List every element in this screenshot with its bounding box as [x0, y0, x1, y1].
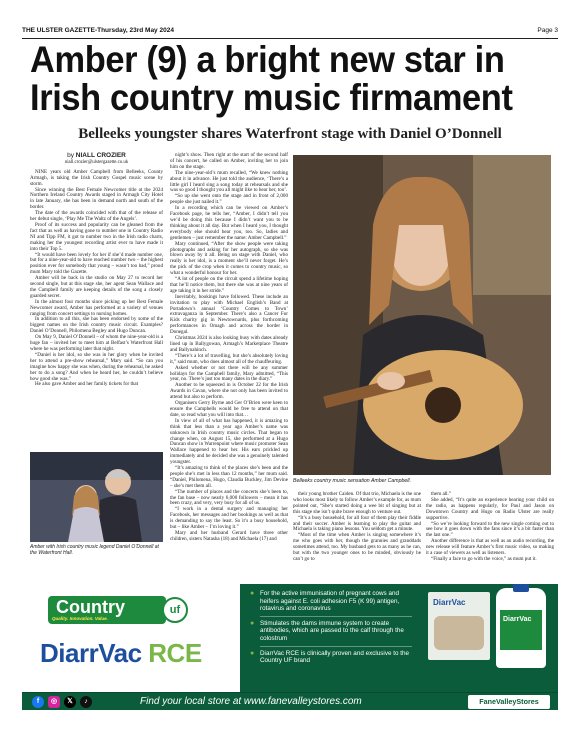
article-paragraph: In addition to all this, she has been endorsed by some of the biggest names on the Irish country music circuit. Examples? Daniel O’Donnell, Philomena Begley and Hugo Duncan. [30, 316, 163, 335]
article-paragraph: “Daniel is her idol, so she was in her glory when he invited her to attend a pre-show rehearsal,” Mary said. “So can you imagine how happy she was when, during the rehearsal, he asked her to do a song? And when he heard her, he couldn’t believe how good she was.” [30, 351, 163, 382]
article-paragraph: Another to be squeezed in is October 22 for the Irish Awards in Cavan, where she not only has been invited to attend but also to perform. [170, 382, 288, 401]
article-paragraph: Christmas 2024 is also looking busy with dates already lined up in Ballygowan, Armagh’s Marketplace Theatre and Ballynahinch. [170, 335, 288, 353]
article-paragraph: “It’s a busy household, for all four of them play their fiddle and their soccer. Amber is learning to play the guitar and Michaela is taking piano lessons. You seldom get a minute. [293, 514, 421, 533]
product-images [422, 588, 556, 690]
article-paragraph: them all.” [431, 491, 452, 497]
advert-logo-panel [22, 584, 240, 692]
tiktok-icon[interactable]: ♪ [80, 696, 92, 708]
article-paragraph: The date of the awards coincided with that of the release of her debut single, ‘Play Me The Waltz of the Angels’. [30, 210, 163, 223]
author-name: NIALL CROZIER [75, 152, 126, 159]
amber-with-daniel-photo [30, 452, 163, 542]
article-paragraph: Another difference is that as well as an audio recording, the new release will feature Amber’s first music video, so making it a case of viewers as well as listeners. [426, 538, 554, 557]
advert-footer-bar [22, 692, 558, 710]
article-column-3 [293, 492, 421, 563]
column-1-body [30, 170, 163, 389]
byline: by NIALL CROZIER [67, 152, 126, 159]
bullet-divider [260, 646, 412, 647]
column-2-body [170, 153, 288, 543]
amber-guitar-photo [293, 155, 551, 475]
article-paragraph: “The number of places and the concerts she’s been to, the fan base – now nearly 6,000 followers – mean it has been crazy, and very, very busy for all of us. [170, 488, 288, 507]
advert-bullets [240, 584, 420, 692]
article-paragraph: “A lot of people on the circuit spend a lifetime hoping that he’ll notice them, but there she was at nine years of age taking it in her stride.” [170, 276, 288, 294]
article-paragraph: “Most of the time when Amber is singing somewhere it’s me who goes with her, though the grannies and granddads sometimes attend, too. My husband gets to as many as he can, but with the two younger ones to be minded, obviously he can’t go to [293, 532, 421, 562]
vaccine-pack: DiarrVac [428, 592, 490, 660]
article-column-1 [30, 153, 163, 388]
article-paragraph: She added, “It’s quite an experience hearing your child on the radio, as happens regularly, for Paul and Jason on Downtown Country and Hugo on Radio Ulster are really supportive. [426, 496, 554, 521]
masthead [22, 27, 558, 37]
article-column-2 [170, 153, 288, 543]
paper-date: THE ULSTER GAZETTE-Thursday, 23rd May 2024 [22, 27, 174, 34]
article-paragraph: “It’s amazing to think of the places she’s been and the people she’s met in less than 12 months,” her mum said. “Daniel, Philomena, Hugo, Claudia Buckley, Jim Devine – she’s met them all. [170, 465, 288, 489]
article-paragraph: their young brother Caiden. Of that trio, Michaela is the one who looks most likely to follow Amber’s example for, as mum pointed out, “She’s started doing a wee bit of singing but at this stage she isn’t quite brave enough to venture out. [293, 491, 421, 515]
main-photo-caption: Belleeks country music sensation Amber Campbell. [293, 478, 412, 484]
article-paragraph: “There’s a lot of travelling, but she’s absolutely loving it,” said mum, who does almost all of the chauffeuring. [170, 352, 288, 365]
article-paragraph: The nine-year-old’s mum recalled, “We knew nothing about it in advance. He just told the audience, ‘There’s a little girl I heard sing a song today at rehearsals and she was so good I thought you all might like to hear her, too’. [170, 169, 288, 194]
article-paragraph: In view of all of what has happened, it is amazing to think that less than a year ago Amber’s name was unknown in Irish country music circles. That began to change when, on August 15, she performed at a Hugo Duncan show in Warrenpoint where music promoter Sean Wallace happened to hear her. His ears prickled up immediately and he decided she was a genuinely talented youngster. [170, 417, 288, 466]
instagram-icon[interactable]: ◎ [48, 696, 60, 708]
fane-valley-stores-logo: FaneValleyStores [468, 695, 550, 709]
small-photo-caption: Amber with Irish country music legend Daniel O’Donnell at the Waterfront Hall. [30, 544, 159, 556]
cow-image [434, 616, 484, 650]
article-paragraph: Organisers Gerry Byrne and Ger O’Brien were keen to ensure the Campbells would be free to attend on that date, so read what you will into that… [170, 400, 288, 418]
article-paragraph: In the almost four months since picking up her Best Female Newcomer award, Amber has performed at a variety of venues ranging from concert settings to nursing homes. [30, 298, 163, 317]
brand-tagline: Quality. Innovation. Value. [52, 616, 108, 621]
article-paragraph: In a recording which can be viewed on Amber’s Facebook page, he tells her, “Amber, I didn’t tell you we’d be doing this because I didn’t want you to be thinking about it all day. But when I heard you, I thought everybody else should hear you, too. So, ladies and gentlemen – just remember the name: Amber Campbell.” [170, 205, 288, 241]
advert-bullet: ● DiarrVac RCE is clinically proven and exclusive to the Country UF brand [250, 649, 409, 665]
author-email[interactable]: niall.crozier@ulstergazette.co.uk [64, 159, 129, 165]
diarrvac-advert[interactable] [22, 584, 558, 710]
bullet-dot-icon: ● [250, 649, 255, 657]
bottle-cap [513, 584, 529, 592]
store-locator-text[interactable]: Find your local store at www.fanevalleystores.com [140, 696, 362, 707]
article-column-4 [426, 492, 554, 563]
article-paragraph: Proof of its success and popularity can be gleaned from the fact that as well as having gone to number one in Country Radio NI and Tipp FM, it got to number two in the Irish radio charts, making her the youngest recording artist ever to have made it into their Top 5. [30, 221, 163, 252]
article-paragraph: NINE years old Amber Campbell from Belleeks, County Armagh, is taking the Irish Country Gospel music scene by storm. [30, 168, 163, 187]
article-paragraph: Since winning the Best Female Newcomer title at the 2024 Northern Ireland Country Awards staged in Armagh City Hotel in late January, she has been in demand north and south of the border. [30, 186, 163, 211]
x-icon[interactable]: 𝕏 [64, 696, 76, 708]
article-paragraph: On May 9, Daniel O’Donnell – of whom the nine-year-old is a huge fan – invited her to meet him at Belfast’s Waterfront Hall where he was performing later that night. [30, 334, 163, 352]
article-paragraph: “Finally a face to go with the voice,” as mum put it. [431, 555, 537, 562]
amber-daniel-illustration [30, 452, 163, 542]
page-number: Page 3 [537, 27, 558, 34]
diarrvac-logo: DiarrVac RCE [40, 638, 202, 668]
article-paragraph: Amber will be back in the studio on May 27 to record her second single, but at this stage she, her agent Sean Wallace and the Campbell family are keeping details of the song a closely guarded secret. [30, 275, 163, 299]
article-paragraph: night’s show. Then right at the start of the second half of his concert, he called on Amber, inviting her to join him on the stage. [170, 152, 288, 170]
article-paragraph: Inevitably, bookings have followed. These include an invitation to play with Michael English’s Band at Portadown’s annual ‘Country Comes to Town’ extravaganza in September. There’s also a Cancer For Kids charity gig in Newtownards, plus forthcoming performances in Omagh and across the border in Donegal. [170, 293, 288, 336]
article-paragraph: Mary and her husband Gerard have three other children, sisters Natasha (18) and Michaela (17) and [170, 530, 288, 542]
uf-badge: uf [162, 597, 188, 623]
article-paragraph: “So up she went onto the stage and in front of 2,000 people she just nailed it.” [170, 193, 288, 206]
bullet-dot-icon: ● [250, 590, 255, 597]
article-paragraph: Mary continued, “After the show people were taking photographs and asking for her autograph, so she was blown away by it all. Being on stage with Daniel, who really is her idol, is a moment she’ll never forget. He’s the pick of the crop when it comes to country music, so what a wonderful honour for her. [170, 240, 288, 277]
advert-bullet: ● Stimulates the dams immune system to create antibodies, which are passed to the calf through the colostrum [250, 619, 404, 642]
facebook-icon[interactable]: f [32, 696, 44, 708]
amber-guitar-illustration [293, 155, 551, 475]
article-paragraph: “I work in a dental surgery and managing her Facebook, her messages and her bookings as well as that is demanding to say the least. So it’s a busy household, but – like Amber – I’m loving it.” [170, 506, 288, 531]
bullet-dot-icon: ● [250, 619, 255, 627]
subheadline: Belleeks youngster shares Waterfront stage with Daniel O’Donnell [78, 126, 502, 142]
headline: Amber (9) a bright new star in Irish country music firmament [30, 39, 513, 118]
article-paragraph: “It would have been lovely for her if she’d made number one, but for a nine-year-old to have reached number two – the highest position ever for somebody that young – wasn’t too bad,” proud mum Mary told the Gazette. [30, 251, 163, 276]
article-paragraph: “So we’re looking forward to the new single coming out to see how it goes down with the fans since it’s a bit faster than the last one.” [426, 520, 554, 539]
country-uf-logo: Country uf [48, 596, 166, 624]
article-paragraph: Asked whether or not there will be any summer holidays for the Campbell family, Mary admitted, “This year, no. There’s just too many dates in the diary.” [170, 364, 288, 383]
vaccine-bottle [496, 588, 546, 668]
bottle-label: DiarrVac [500, 610, 542, 650]
advert-bullet: ● For the active immunisation of pregnant cows and heifers against E. coli adhesion F5 (K 99) antigen, rotavirus and coronavirus [250, 590, 400, 613]
bullet-divider [260, 616, 412, 617]
article-paragraph: He also gave Amber and her family tickets for that [35, 381, 139, 388]
